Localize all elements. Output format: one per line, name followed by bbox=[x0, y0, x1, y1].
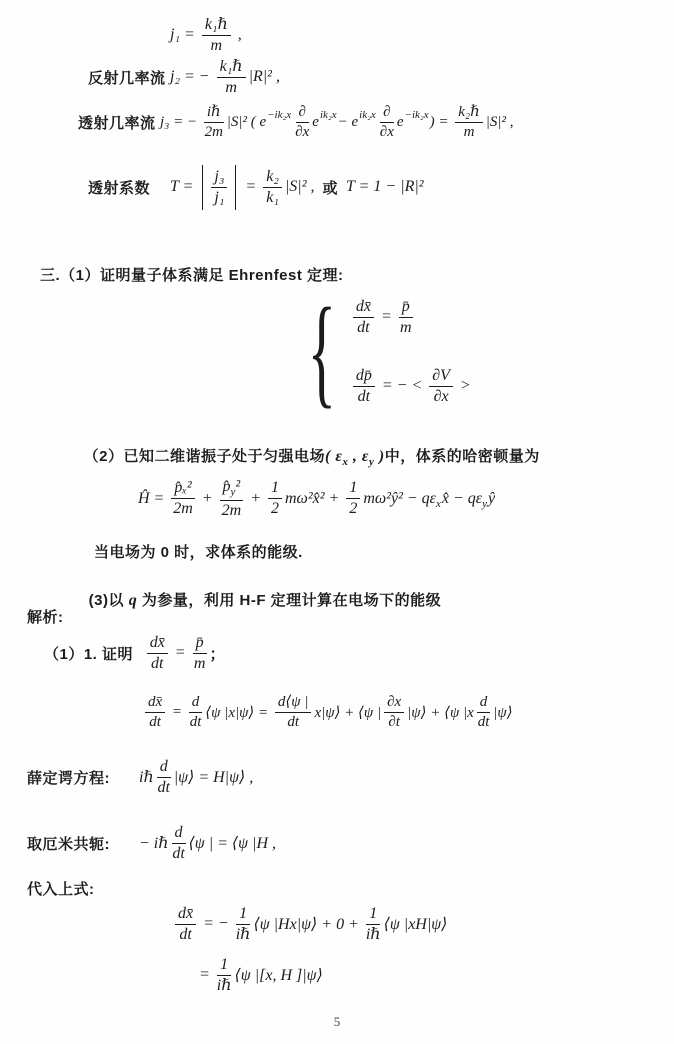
subscript: y bbox=[368, 456, 375, 468]
math-text: T = bbox=[170, 178, 198, 196]
subscript: x bbox=[435, 497, 441, 510]
frac-den: 2m bbox=[204, 123, 223, 140]
fraction bbox=[399, 298, 413, 337]
flux-row-transmitted bbox=[78, 104, 514, 141]
fraction bbox=[366, 905, 381, 944]
fraction bbox=[171, 479, 194, 518]
flux-row-coefficient bbox=[88, 165, 424, 210]
math-text: ŷ bbox=[487, 489, 496, 507]
frac-num: ∂ bbox=[380, 104, 393, 123]
frac-den: 2 bbox=[270, 500, 279, 518]
solution-header: 解析: bbox=[27, 609, 64, 626]
exponent: ik₂x bbox=[319, 109, 337, 122]
part3-statement bbox=[70, 572, 441, 627]
math-text: , ε bbox=[348, 448, 369, 465]
math-text: j₂ = − bbox=[170, 68, 214, 86]
math-text: = bbox=[199, 966, 214, 984]
math-text: j₁ = bbox=[170, 26, 199, 44]
frac-num: p̂ₓ² bbox=[171, 479, 194, 499]
math-text: ⟨ψ |Hx|ψ⟩ + 0 + bbox=[253, 916, 363, 934]
frac-den: iℏ bbox=[365, 925, 381, 943]
fraction bbox=[189, 694, 203, 731]
frac-num: d bbox=[189, 694, 203, 713]
frac-den: m bbox=[399, 318, 412, 336]
fraction bbox=[217, 58, 246, 97]
punctuation: ； bbox=[209, 645, 226, 663]
frac-den: ∂x bbox=[433, 387, 449, 405]
schrodinger-label: 薛定谔方程: bbox=[27, 769, 110, 787]
frac-den: dt bbox=[357, 318, 370, 336]
frac-den: ∂x bbox=[295, 123, 310, 140]
fraction bbox=[346, 479, 360, 518]
final-line-2 bbox=[199, 956, 323, 995]
frac-num: ∂V bbox=[429, 367, 453, 387]
math-text: ( ε bbox=[325, 448, 343, 465]
frac-den: k₁ bbox=[266, 188, 279, 206]
math-text: mω²ŷ² − qε bbox=[363, 489, 436, 507]
math-text: = − < bbox=[377, 377, 427, 395]
frac-num: d bbox=[172, 824, 186, 844]
frac-den: 2m bbox=[221, 501, 242, 519]
derivation-line bbox=[142, 694, 513, 731]
flux-coeff-label: 透射系数 bbox=[88, 179, 151, 197]
frac-den: iℏ bbox=[216, 976, 232, 994]
fraction bbox=[477, 694, 491, 731]
frac-den: dt bbox=[287, 713, 300, 730]
frac-num: j₃ bbox=[211, 168, 227, 188]
math-text: ⟨ψ | = ⟨ψ |H , bbox=[188, 835, 277, 853]
page-number: 5 bbox=[333, 1014, 341, 1029]
final-line-1 bbox=[172, 905, 447, 944]
math-text: ⟨ψ |xH|ψ⟩ bbox=[383, 916, 448, 934]
frac-den: dt bbox=[151, 654, 164, 672]
frac-den: dt bbox=[172, 844, 185, 862]
math-text: |ψ⟩ bbox=[493, 704, 513, 721]
frac-den: m bbox=[193, 654, 206, 672]
fraction bbox=[172, 824, 186, 863]
math-text: |ψ⟩ = H|ψ⟩ , bbox=[173, 769, 254, 787]
math-text: p̂ bbox=[222, 478, 231, 495]
frac-num: 1 bbox=[366, 905, 380, 925]
frac-num: d bbox=[157, 758, 171, 778]
frac-num: 1 bbox=[346, 479, 360, 499]
frac-den: 2m bbox=[173, 500, 193, 518]
exponent: −ik₂x bbox=[404, 109, 429, 122]
part2-text: 中，体系的哈密顿量为 bbox=[384, 448, 540, 465]
exponent: ik₂x bbox=[359, 109, 376, 122]
math-text: x|ψ⟩ + ⟨ψ | bbox=[314, 704, 382, 721]
or-word: 或 bbox=[322, 179, 338, 197]
frac-num: k₁ℏ bbox=[202, 16, 231, 36]
frac-num: d⟨ψ | bbox=[275, 694, 312, 713]
frac-num: k₁ℏ bbox=[217, 58, 246, 78]
frac-num: p̄ bbox=[193, 634, 207, 654]
math-text: e bbox=[396, 113, 404, 130]
fraction bbox=[275, 694, 312, 731]
math-text: = − bbox=[199, 915, 233, 933]
frac-den: dt bbox=[157, 778, 170, 796]
substitute-label: 代入上式: bbox=[27, 881, 95, 898]
frac-den: dt bbox=[189, 713, 202, 730]
subscript: x bbox=[342, 456, 349, 468]
math-text: Ĥ = bbox=[138, 489, 169, 507]
system-equations bbox=[350, 298, 471, 406]
fraction bbox=[217, 956, 232, 995]
fraction bbox=[429, 367, 453, 406]
fraction bbox=[145, 694, 165, 731]
frac-den: m bbox=[463, 123, 475, 140]
frac-num: dx̄ bbox=[353, 298, 374, 318]
math-text: j₃ = − bbox=[160, 113, 201, 130]
math-text: = bbox=[170, 644, 190, 662]
math-text: ⟨ψ |[x, H ]|ψ⟩ bbox=[234, 967, 323, 985]
math-text: e bbox=[312, 113, 319, 130]
section3-heading: 三.（1）证明量子体系满足 Ehrenfest 定理: bbox=[40, 267, 344, 284]
fraction bbox=[295, 104, 309, 141]
math-text: |ψ⟩ + ⟨ψ |x bbox=[407, 704, 474, 721]
math-text: T = 1 − |R|² bbox=[346, 178, 424, 196]
hamiltonian-equation bbox=[138, 478, 495, 519]
math-text: = bbox=[376, 308, 396, 326]
abs-value bbox=[202, 165, 236, 210]
math-text: + bbox=[197, 489, 217, 507]
frac-den: dt bbox=[357, 387, 371, 405]
fraction bbox=[455, 104, 483, 141]
field-zero-statement: 当电场为 0 时，求体系的能级. bbox=[94, 544, 303, 561]
frac-den: ∂t bbox=[388, 713, 400, 730]
math-text: |S|² , bbox=[485, 113, 514, 130]
frac-den: ∂x bbox=[379, 123, 394, 140]
exponent: −ik₂x bbox=[267, 109, 292, 122]
schrodinger-row bbox=[27, 758, 253, 797]
fraction bbox=[268, 479, 282, 518]
fraction bbox=[211, 168, 227, 207]
frac-num: iℏ bbox=[204, 104, 224, 123]
left-brace: { bbox=[307, 283, 337, 419]
hermitian-label: 取厄米共轭: bbox=[27, 835, 110, 853]
frac-num: dp̄ bbox=[353, 367, 375, 387]
math-text: q bbox=[128, 592, 138, 609]
fraction bbox=[353, 367, 375, 406]
fraction bbox=[147, 634, 168, 673]
frac-num: k₂ bbox=[263, 168, 282, 188]
fraction bbox=[157, 758, 171, 797]
frac-num: p̄ bbox=[399, 298, 413, 318]
proof-title bbox=[44, 634, 225, 673]
math-text: , bbox=[233, 26, 242, 44]
frac-num: 1 bbox=[268, 479, 282, 499]
math-text: |S|² , bbox=[284, 178, 315, 196]
part3-text: (3)以 bbox=[88, 592, 129, 609]
frac-num: dx̄ bbox=[175, 905, 196, 925]
flux-reflected-label: 反射几率流 bbox=[88, 69, 166, 87]
math-text: ² bbox=[235, 478, 241, 495]
frac-num: ∂x bbox=[384, 694, 404, 713]
math-text: = bbox=[168, 703, 186, 720]
frac-num bbox=[220, 478, 244, 501]
frac-den: j₁ bbox=[214, 188, 225, 206]
math-text: = bbox=[241, 178, 261, 196]
frac-num: 1 bbox=[217, 956, 231, 976]
frac-den: 2 bbox=[349, 500, 358, 518]
frac-den: m bbox=[225, 78, 237, 96]
math-text: ⟨ψ |x|ψ⟩ = bbox=[205, 704, 272, 721]
frac-den: dt bbox=[149, 713, 161, 730]
frac-den: iℏ bbox=[235, 925, 251, 943]
flux-row-incident bbox=[88, 16, 242, 55]
fraction bbox=[384, 694, 404, 731]
fraction bbox=[236, 905, 251, 944]
frac-den: dt bbox=[477, 713, 490, 730]
math-text: mω²x̂² + bbox=[284, 489, 344, 507]
flux-row-reflected bbox=[88, 58, 280, 97]
fraction bbox=[263, 168, 282, 207]
fraction bbox=[202, 16, 231, 55]
fraction bbox=[353, 298, 374, 337]
fraction bbox=[175, 905, 196, 944]
frac-num: d bbox=[477, 694, 491, 713]
math-text: x̂ − qε bbox=[441, 489, 483, 507]
math-text: − e bbox=[337, 113, 359, 130]
part3-text: 为参量，利用 H-F 定理计算在电场下的能级 bbox=[137, 592, 442, 609]
proof-label: （1）1. 证明 bbox=[44, 645, 138, 663]
frac-den: dt bbox=[179, 925, 192, 943]
fraction bbox=[220, 478, 244, 519]
math-text: |S|² ( e bbox=[226, 113, 267, 130]
frac-den: m bbox=[210, 36, 223, 54]
subscript: y bbox=[230, 486, 236, 499]
math-text: + bbox=[246, 489, 265, 507]
math-text: − iℏ bbox=[139, 835, 169, 853]
flux-transmitted-label: 透射几率流 bbox=[78, 114, 156, 132]
ehrenfest-eq2 bbox=[350, 367, 471, 406]
frac-num: k₂ℏ bbox=[455, 104, 483, 123]
frac-num: dx̄ bbox=[147, 634, 168, 654]
ehrenfest-eq1 bbox=[350, 298, 471, 337]
frac-num: ∂ bbox=[296, 104, 309, 123]
part2-text: （2）已知二维谐振子处于匀强电场 bbox=[83, 448, 326, 465]
subscript: y bbox=[482, 497, 487, 510]
fraction bbox=[193, 634, 207, 673]
math-text: ) bbox=[374, 448, 385, 465]
frac-num: dx̄ bbox=[145, 694, 165, 713]
ehrenfest-system bbox=[296, 283, 471, 419]
hermitian-row bbox=[27, 824, 276, 863]
math-text: ) = bbox=[429, 113, 453, 130]
math-text: |R|² , bbox=[248, 68, 280, 86]
math-text: iℏ bbox=[139, 769, 154, 787]
fraction bbox=[380, 104, 394, 141]
part2-statement bbox=[65, 428, 540, 485]
frac-num: 1 bbox=[236, 905, 250, 925]
fraction bbox=[204, 104, 224, 141]
math-text: > bbox=[455, 377, 471, 395]
